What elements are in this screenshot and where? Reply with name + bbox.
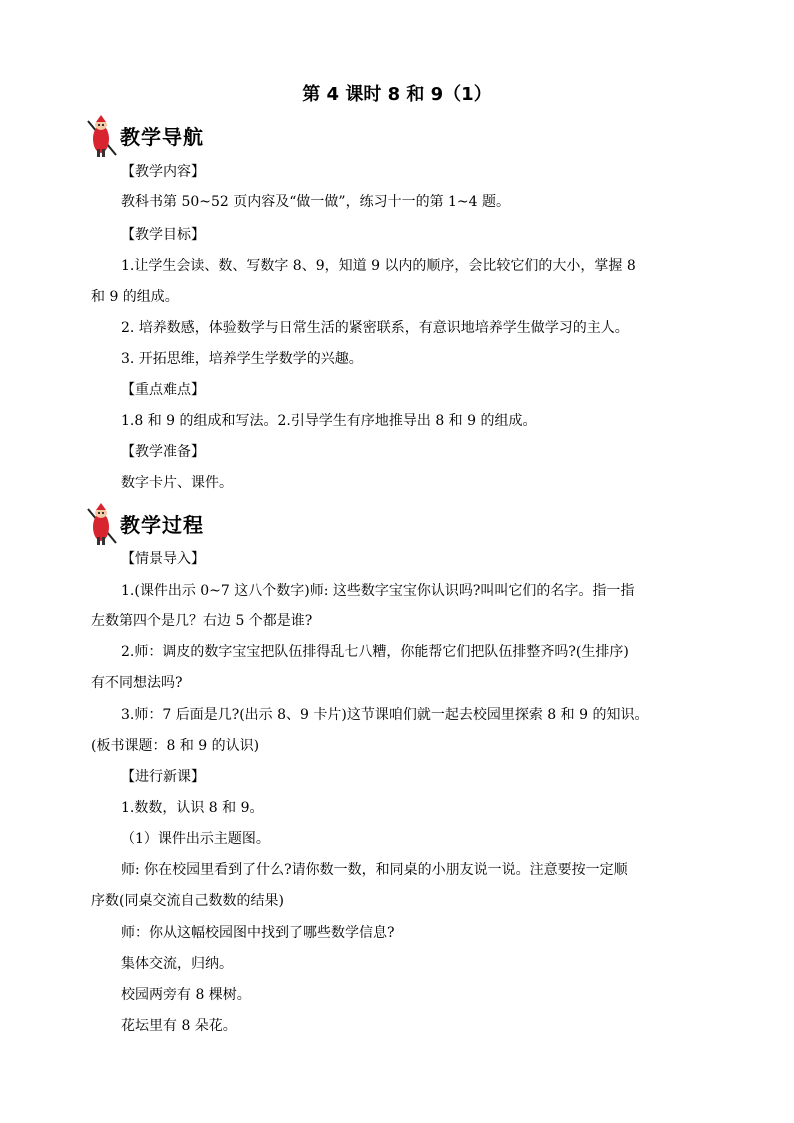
heading-prep: 【教学准备】 bbox=[121, 444, 205, 460]
text-teacher-1a: 师: 你在校园里看到了什么?请你数一数，和同桌的小朋友说一说。注意要按一定顺 bbox=[121, 862, 628, 878]
section-title: 教学导航 bbox=[120, 125, 204, 149]
section-header-process bbox=[86, 503, 286, 547]
text-key: 1.8 和 9 的组成和写法。2.引导学生有序地推导出 8 和 9 的组成。 bbox=[121, 413, 537, 429]
section-header-nav bbox=[86, 115, 286, 159]
text-intro-2b: 有不同想法吗? bbox=[91, 675, 183, 691]
heading-new: 【进行新课】 bbox=[121, 769, 205, 785]
text-goal-2: 2. 培养数感，体验数学与日常生活的紧密联系，有意识地培养学生做学习的主人。 bbox=[121, 320, 629, 336]
text-trees: 校园两旁有 8 棵树。 bbox=[121, 987, 251, 1003]
text-summary: 集体交流，归纳。 bbox=[121, 956, 233, 972]
heading-intro: 【情景导入】 bbox=[121, 551, 205, 567]
heading-content: 【教学内容】 bbox=[121, 164, 205, 180]
text-intro-3b: (板书课题：8 和 9 的认识) bbox=[91, 738, 260, 754]
text-teacher-2: 师：你从这幅校园图中找到了哪些数学信息? bbox=[121, 925, 395, 941]
text-goal-3: 3. 开拓思维，培养学生学数学的兴趣。 bbox=[121, 351, 363, 367]
heading-goal: 【教学目标】 bbox=[121, 227, 205, 243]
text-flowers: 花坛里有 8 朵花。 bbox=[121, 1018, 237, 1034]
text-intro-1a: 1.(课件出示 0~7 这八个数字)师: 这些数字宝宝你认识吗?叫叫它们的名字。指一指 bbox=[121, 583, 635, 599]
section-title: 教学过程 bbox=[120, 513, 204, 537]
text-goal-1b: 和 9 的组成。 bbox=[91, 289, 179, 305]
text-content: 教科书第 50~52 页内容及“做一做”，练习十一的第 1~4 题。 bbox=[121, 194, 511, 210]
pencil-mascot-icon bbox=[86, 115, 120, 159]
text-intro-3a: 3.师：7 后面是几?(出示 8、9 卡片)这节课咱们就一起去校园里探索 8 和 9 的知识。 bbox=[121, 707, 649, 723]
text-new-1-1: （1）课件出示主题图。 bbox=[121, 831, 270, 847]
text-teacher-1b: 序数(同桌交流自己数数的结果) bbox=[91, 893, 284, 909]
pencil-mascot-icon bbox=[86, 503, 120, 547]
text-new-1: 1.数数，认识 8 和 9。 bbox=[121, 800, 264, 816]
text-intro-1b: 左数第四个是几？右边 5 个都是谁? bbox=[91, 613, 313, 629]
heading-key: 【重点难点】 bbox=[121, 382, 205, 398]
text-intro-2a: 2.师：调皮的数字宝宝把队伍排得乱七八糟，你能帮它们把队伍排整齐吗?(生排序) bbox=[121, 644, 629, 660]
page-title: 第 4 课时 8 和 9（1） bbox=[302, 84, 492, 105]
text-prep: 数字卡片、课件。 bbox=[121, 475, 233, 491]
text-goal-1a: 1.让学生会读、数、写数字 8、9，知道 9 以内的顺序，会比较它们的大小，掌握 8 bbox=[121, 258, 636, 274]
